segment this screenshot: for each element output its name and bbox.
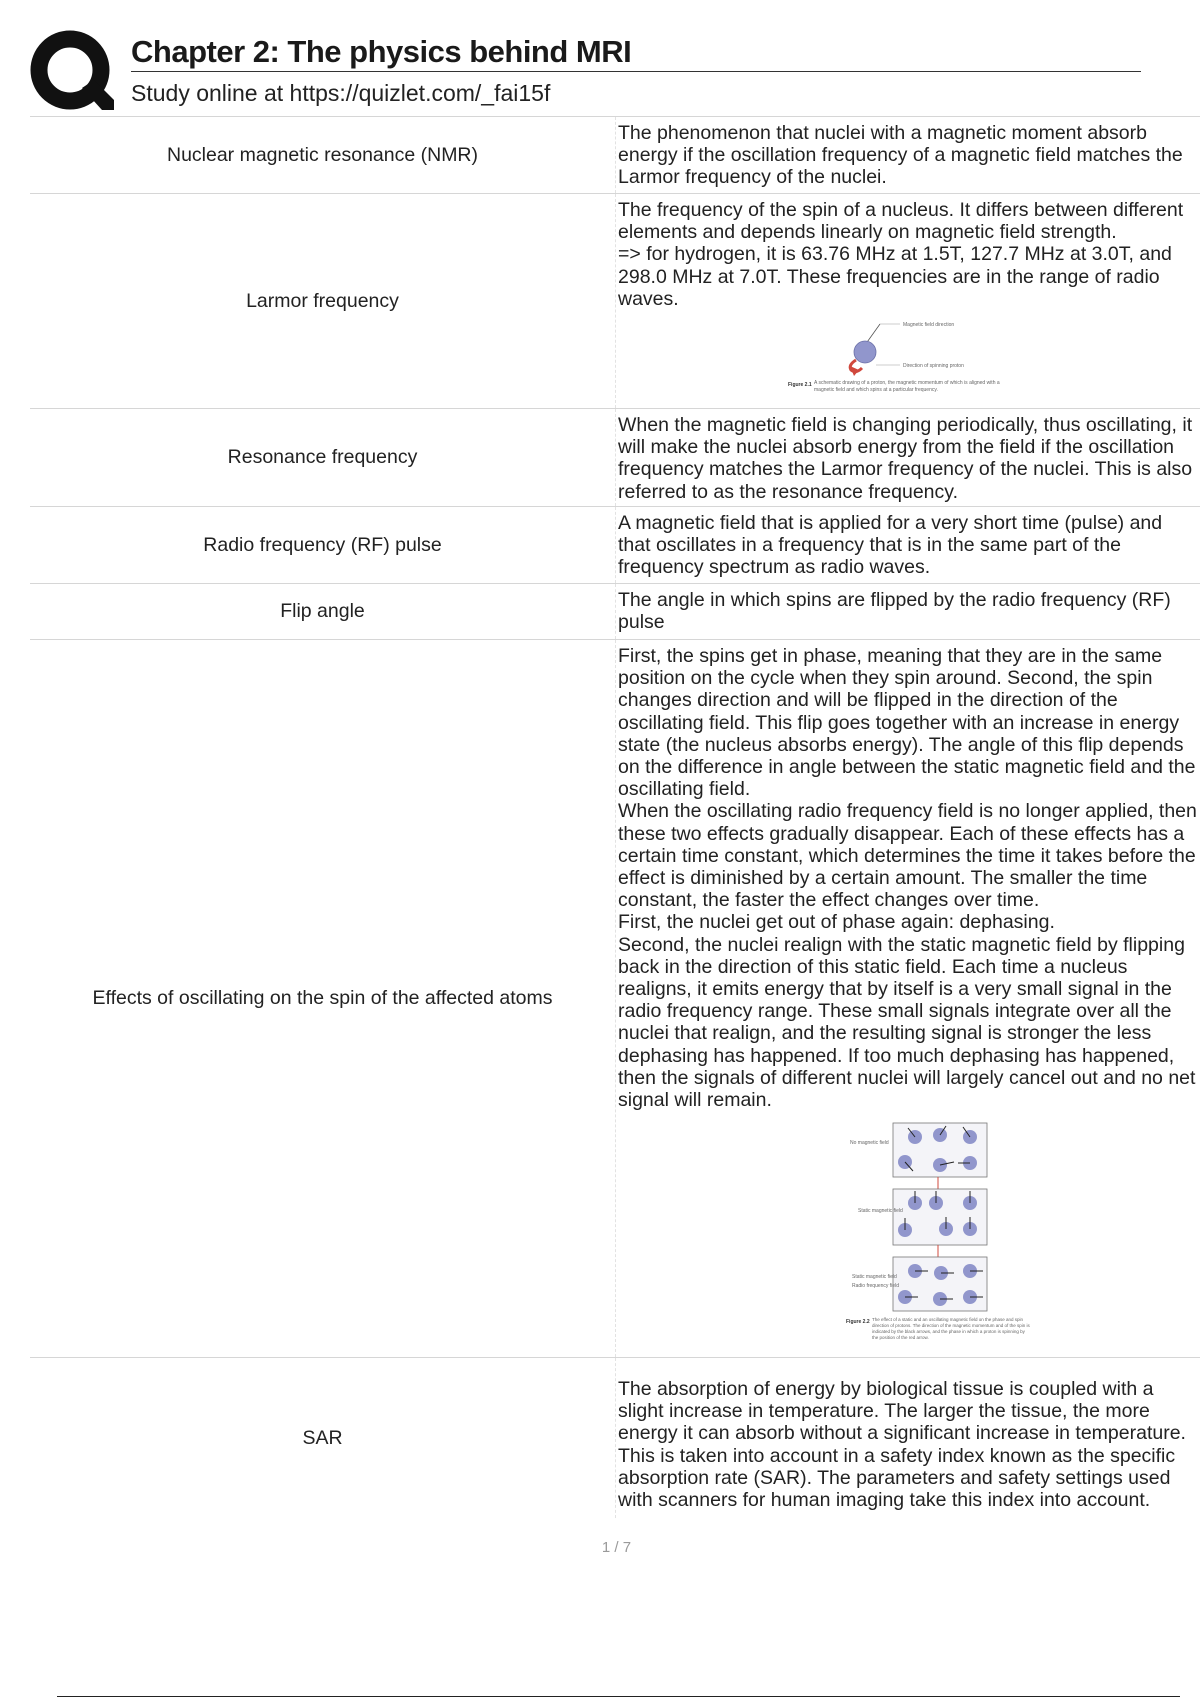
panel-label: Static magnetic field: [858, 1208, 903, 1215]
card-term: Larmor frequency: [246, 289, 399, 312]
flashcard-row: [30, 639, 1200, 1357]
definition-paragraph: The frequency of the spin of a nucleus. It differs between different elements and depends linearly on magnetic field strength.: [618, 199, 1184, 244]
flashcard-row: [30, 408, 1200, 506]
flashcard-row: [30, 1357, 1200, 1518]
flashcard-list: [30, 116, 1200, 1518]
panel-label: Radio frequency field: [852, 1283, 899, 1290]
definition-paragraph: The absorption of energy by biological tissue is coupled with a slight increase in temperature. The larger the tissue, the more energy it can absorb without a significant increase in temperature. This is taken into account in a safety index known as the specific absorption rate (SAR). The parameters and safety settings used with scanners for human imaging take this index into account.: [618, 1378, 1186, 1512]
flashcard-row: [30, 116, 1200, 193]
definition-paragraph: => for hydrogen, it is 63.76 MHz at 1.5T, 127.7 MHz at 3.0T, and 298.0 MHz at 7.0T. These frequencies are in the range of radio waves.: [618, 243, 1172, 310]
proton-spin-figure: [618, 310, 1200, 410]
figure-caption-number: Figure 2.2: [846, 1319, 870, 1326]
panel-label: Static magnetic field: [852, 1274, 897, 1281]
definition-paragraph: A magnetic field that is applied for a very short time (pulse) and that oscillates in a frequency that is in the same part of the frequency spectrum as radio waves.: [618, 512, 1163, 579]
footer-divider: [57, 1696, 1180, 1697]
card-definition: [615, 409, 1200, 506]
card-term: SAR: [302, 1426, 343, 1449]
definition-paragraph: When the magnetic field is changing periodically, thus oscillating, it will make the nuclei absorb energy from the field if the oscillation frequency matches the Larmor frequency of the nuclei. This is also referred to as the resonance frequency.: [618, 414, 1193, 503]
definition-paragraph: First, the nuclei get out of phase again: dephasing.: [618, 911, 1055, 934]
page-title: Chapter 2: The physics behind MRI: [131, 33, 1141, 72]
flashcard-row: [30, 506, 1200, 583]
figure-caption: The effect of a static and an oscillating magnetic field on the phase and spin direction of protons. The direction of the magnetic momentum and of the spin is indicated by the black arrows, and the phase in which a proton is spinning by the position of the red arrow.: [872, 1317, 1030, 1341]
definition-paragraph: Second, the nuclei realign with the static magnetic field by flipping back in the direction of this static field. Each time a nucleus realigns, it emits energy that by itself is a very small signal in the radio frequency range. These small signals integrate over all the nuclei that realign, and the resulting signal is stronger the less dephasing has happened. If too much dephasing has happened, then the signals of different nuclei will largely cancel out and no net signal will remain.: [618, 933, 1196, 1112]
card-term: Resonance frequency: [227, 446, 418, 468]
definition-paragraph: The angle in which spins are flipped by the radio frequency (RF) pulse: [618, 589, 1171, 634]
panel-static-field: [858, 1189, 987, 1245]
flashcard-row: [30, 193, 1200, 408]
panel-static-and-rf-field: [852, 1257, 987, 1311]
proton-phase-figure: [618, 1111, 1200, 1347]
proton-sphere: [854, 341, 876, 363]
panel-label: No magnetic field: [850, 1140, 889, 1147]
definition-paragraph: When the oscillating radio frequency field is no longer applied, then these two effects gradually disappear. Each of these effects has a certain time constant, which determines the time it takes before the effect is diminished by a certain amount. The smaller the time constant, the faster the effect changes over time.: [618, 800, 1197, 912]
page-number: 1 / 7: [601, 1539, 632, 1556]
card-definition: [615, 507, 1200, 583]
figure-label-field-direction: Magnetic field direction: [903, 322, 955, 329]
definition-paragraph: First, the spins get in phase, meaning that they are in the same position on the cycle when they spin around. Second, the spin changes direction and will be flipped in the direction of the oscillating field. This flip goes together with an increase in energy state (the nucleus absorbs energy). The angle of this flip depends on the difference in angle between the static magnetic field and the oscillating field.: [618, 645, 1196, 801]
card-term: Radio frequency (RF) pulse: [203, 533, 442, 556]
study-link: Study online at https://quizlet.com/_fai15f: [131, 80, 551, 106]
figure-caption: A schematic drawing of a proton, the magnetic momentum of which is aligned with a magnetic field and which spins at a particular frequency.: [814, 380, 1000, 393]
card-term: Effects of oscillating on the spin of the affected atoms: [92, 987, 553, 1009]
panel-no-field: [850, 1123, 987, 1177]
quizlet-logo: [30, 30, 114, 114]
card-term: Nuclear magnetic resonance (NMR): [166, 143, 479, 166]
card-definition: [615, 584, 1200, 639]
figure-caption-number: Figure 2.1: [788, 382, 812, 389]
card-definition: [615, 194, 1200, 408]
card-definition: [615, 640, 1200, 1357]
flashcard-row: [30, 583, 1200, 639]
card-definition: [615, 117, 1200, 193]
definition-paragraph: The phenomenon that nuclei with a magnetic moment absorb energy if the oscillation frequency of a magnetic field matches the Larmor frequency of the nuclei.: [618, 122, 1183, 189]
figure-label-spin-direction: Direction of spinning proton: [903, 363, 964, 370]
card-definition: [615, 1358, 1200, 1518]
card-term: Flip angle: [280, 600, 365, 622]
